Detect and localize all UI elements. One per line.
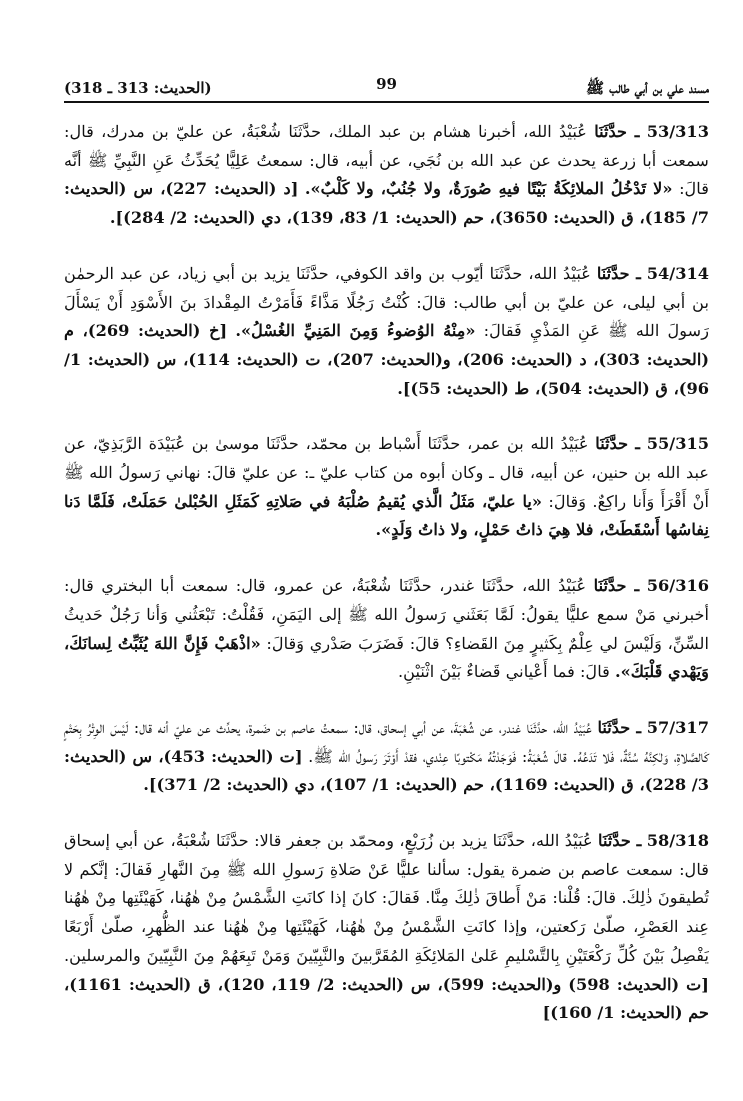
book-title: مسند علي بن أبي طالب ﷺ (585, 79, 709, 97)
hadith-number: 56/316 (646, 576, 709, 596)
hadith-313 (64, 118, 709, 233)
hadith-isnad: عُبَيْدُ الله بن عمر، حدَّثَنَا أَسْباط بن محمّد، حدَّثَنَا موسىٰ بن عُبَيْدَة الرَّبَذِيّ، عن عبد الله بن حنين، عن أبيه، قال ـ وكان أبوه من كتاب عليّ ـ: عن عليّ قالَ: نهاني رَسولُ الله ﷺ أَنْ أَقْرَأَ وَأَنا راكِعٌ. وَقالَ: (64, 434, 709, 511)
hadith-number: 53/313 (646, 122, 709, 141)
hadith-isnad: عُبَيْدُ الله، حدَّثَنَا غندر، حدَّثَنَا شُعْبَةُ، عن عمرو، قال: سمعت أبا البختري قال: أخبرني مَنْ سمع عليًّا يقولُ: لَمَّا بَعَثَني رَسولُ الله ﷺ إلى اليَمَنِ، فَقُلْتُ: تَبْعَثُني وَأنا رَجُلٌ حَديثُ السِّنِّ، وَلَيْسَ لي عِلْمٌ بِكَثيرٍ مِنَ القَضاءِ؟ قالَ: فَضَرَبَ صَدْري وَقالَ: (64, 576, 709, 653)
hadith-matn: «اذْهَبْ فَإِنَّ اللهَ يُثَبِّتُ لِسانَكَ، وَيَهْدي قَلْبَكَ». (64, 633, 709, 682)
hadith-references: [د (الحديث: 227)، س (الحديث: 7/ 185)، ق (الحديث: 3650)، حم (الحديث: 1/ 83، 139)، دي (الحديث: 2/ 284)]. (64, 179, 709, 228)
hadith-number: 54/314 (646, 263, 709, 283)
hadith-isnad: عُبَيْدُ الله، حدَّثَنَا أيّوب بن واقد الكوفي، حدَّثَنَا يزيد بن أبي زياد، عن عبد الرحمٰن بن أبي ليلى، عن عليّ بن أبي طالب: قالَ: كُنْتُ رَجُلًا مَذَّاءً فَأَمَرْتُ المِقْدادَ بنَ الأَسْوَدِ أَنْ يَسْأَلَ رَسولَ الله ﷺ عَنِ المَذْيِ فَقالَ: (64, 263, 710, 341)
hadith-number: 57/317 (646, 717, 709, 737)
page-number: 99 (376, 75, 397, 93)
page-body (64, 118, 709, 1055)
hadith-lead: ـ حدَّثَنَا (594, 122, 640, 141)
hadith-closing: قالَ: فما أَعْياني قَضاءٌ بَيْنَ اثْنَيْنِ. (397, 662, 610, 682)
header-rule (64, 101, 709, 103)
hadith-lead: ـ حدَّثَنَا (596, 263, 641, 283)
hadith-isnad: عُبَيْدُ الله، أخبرنا هشام بن عبد الملك، حدَّثَنَا شُعْبَةُ، عن عليّ بن مدرك، قال: سمعت أبا زرعة يحدث عن عبد الله بن نُجَي، عن أبيه، قال: سمعتُ عَلِيًّا يُحَدِّثُ عَنِ النَّبِيِّ ﷺ أنَّه قالَ: (64, 122, 709, 199)
hadith-references: [ت (الحديث: 598) و(الحديث: 599)، س (الحديث: 2/ 119، 120)، ق (الحديث: 1161)، حم (الحديث: 1/ 160)] (64, 974, 709, 1023)
hadith-matn: «لا تَدْخُلُ الملائِكَةُ بَيْتًا فيهِ صُورَةٌ، ولا جُنُبٌ، ولا كَلْبٌ». (304, 179, 673, 199)
hadith-lead: ـ حدَّثَنَا (593, 576, 640, 596)
hadith-lead: ـ حدَّثَنَا (597, 717, 642, 737)
hadith-315 (64, 430, 709, 545)
hadith-references: [ت (الحديث: 453)، س (الحديث: 3/ 228)، ق (الحديث: 1169)، حم (الحديث: 1/ 107)، دي (الحديث: 2/ 371)]. (64, 746, 709, 795)
hadith-number: 55/315 (646, 434, 709, 454)
hadith-matn: «مِنْهُ الوُضوءُ وَمِنَ المَنِيِّ الغُسْلُ». (235, 321, 476, 341)
hadith-lead: ـ حدَّثَنَا (598, 831, 642, 851)
page-header (64, 70, 709, 96)
hadith-316 (64, 572, 709, 687)
hadith-matn: «يا عليّ، مَثَلُ الَّذي يُقيمُ صُلْبَهُ في صَلاتِهِ كَمَثَلِ الحُبْلىٰ حَمَلَتْ، فَلَمَّا دَنا نِفاسُها أَسْقَطَتْ، فلا هِيَ ذاتُ حَمْلٍ، ولا ذاتُ وَلَدٍ». (64, 491, 709, 540)
hadith-318 (64, 827, 709, 1028)
hadith-317 (64, 714, 709, 800)
hadith-lead: ـ حدَّثَنَا (595, 434, 641, 454)
hadith-number: 58/318 (646, 831, 709, 851)
hadith-references: [خ (الحديث: 269)، م (الحديث: 303)، د (الحديث: 206)، و(الحديث: 207)، ت (الحديث: 114)، س (الحديث: 1/ 96)، ق (الحديث: 504)، ط (الحديث: 55)]. (64, 321, 709, 398)
hadith-range: (الحديث: 313 ـ 318) (64, 79, 212, 97)
hadith-isnad: عُبَيْدُ الله، حدَّثَنَا غندر، عن شُعْبَةَ، عن أبي إسحاق، قال: سمعتُ عاصم بن ضَمرة، يحدِّث عن عليّ أنه قال: لَيْسَ الوِتْرُ بِحَتْمٍ كَالصَّلاةِ، وَلٰكِنَّهُ سُنَّةٌ، فَلا تَدَعُهُ. قالَ شُعْبَةُ: فَوَجَدْتُهُ مَكْتوبًا عِنْدي، فقدْ أَوْتَرَ رَسولُ الله ﷺ. (64, 717, 709, 766)
hadith-isnad: عُبَيْدُ الله، حدَّثَنَا يزيد بن زُرَيْعٍ، ومحمّد بن جعفر قالا: حدَّثَنَا شُعْبَةُ، عن أبي إسحاق قال: سمعت عاصم بن ضمرة يقول: سألنا عليًّا عَنْ صَلاةِ رَسولِ الله ﷺ مِنَ النَّهارِ فَقالَ: إنَّكم لا تُطيقونَ ذٰلِكَ. قالَ: قُلْنا: مَنْ أَطاقَ ذٰلِكَ مِنَّا. فَقالَ: كانَ إذا كانَتِ الشَّمْسُ مِنْ هٰهُنا، كَهَيْئَتِها مِنْ هٰهُنا عِند العَصْرِ، صلّىٰ رَكعتين، وإذا كانَتِ الشَّمْسُ مِنْ هٰهُنا، كَهَيْئَتِها مِنْ هٰهُنا عند الظُّهرِ، صلّىٰ أَرْبَعًا يَفْصِلُ بَيْنَ كُلِّ رَكْعَتَيْنِ بِالتَّسْليمِ عَلىٰ المَلائِكَةِ المُقَرَّبينَ والنَّبِيّينَ وَمَنْ تَبِعَهُمْ مِنَ النَّبِيّينَ والمرسلين. (64, 831, 709, 965)
hadith-314 (64, 260, 709, 404)
